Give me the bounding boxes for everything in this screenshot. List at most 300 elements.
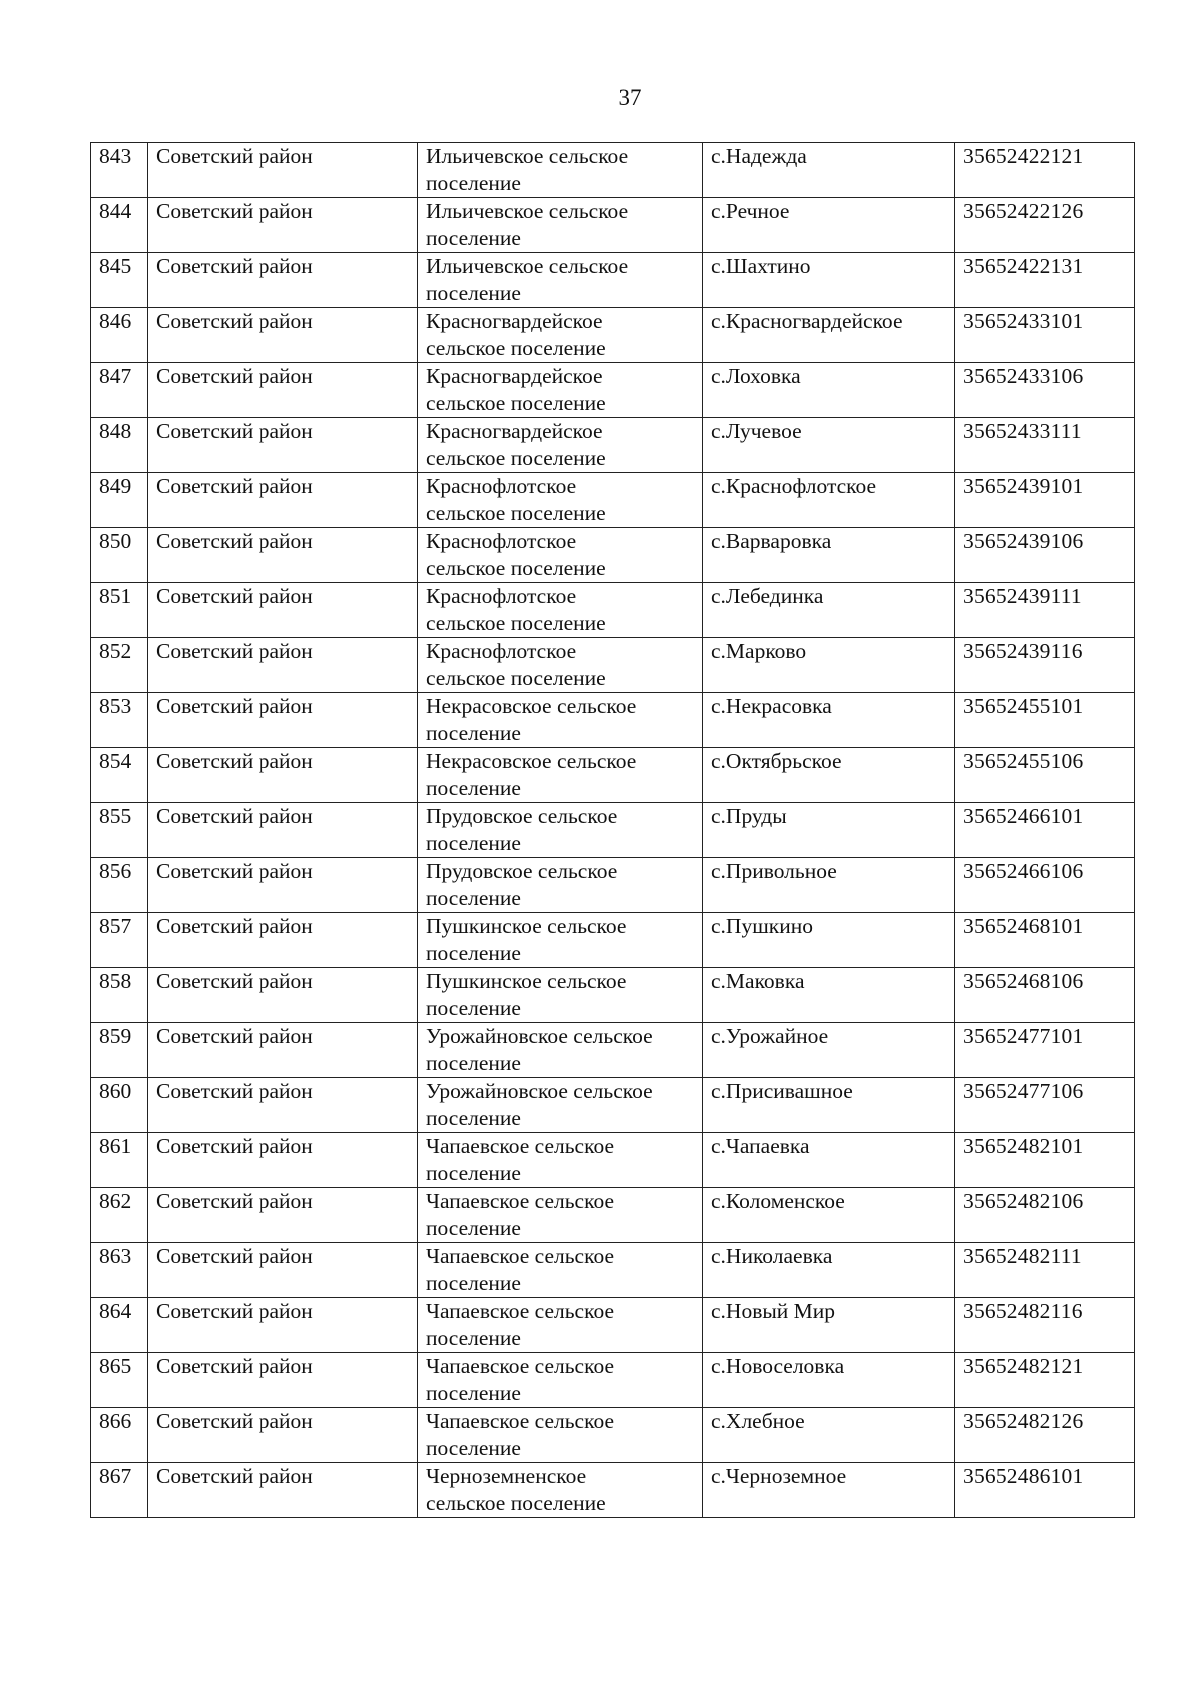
code-cell [955, 198, 1135, 253]
village-name: с.Шахтино [711, 254, 811, 278]
village-name: с.Варваровка [711, 529, 832, 553]
oktmo-code: 35652439101 [963, 474, 1084, 498]
settlement-name-line2: поселение [426, 226, 521, 250]
village-cell [703, 1243, 955, 1298]
village-cell [703, 748, 955, 803]
row-number-cell [91, 748, 148, 803]
village-cell [703, 198, 955, 253]
row-number: 865 [99, 1354, 132, 1378]
settlement-cell [418, 143, 703, 198]
table-row [91, 913, 1135, 968]
oktmo-code: 35652477106 [963, 1079, 1084, 1103]
oktmo-code: 35652482116 [963, 1299, 1083, 1323]
row-number: 867 [99, 1464, 132, 1488]
settlement-name-line2: сельское поселение [426, 336, 606, 360]
row-number: 862 [99, 1189, 132, 1213]
settlement-name-line1: Красногвардейское [426, 364, 603, 388]
settlement-name-line1: Пушкинское сельское [426, 914, 627, 938]
settlement-name-line2: поселение [426, 831, 521, 855]
village-name: с.Пруды [711, 804, 787, 828]
row-number: 857 [99, 914, 132, 938]
district-cell [148, 1133, 418, 1188]
row-number-cell [91, 1078, 148, 1133]
settlement-name-line2: поселение [426, 941, 521, 965]
village-cell [703, 1463, 955, 1518]
table-row [91, 418, 1135, 473]
code-cell [955, 803, 1135, 858]
code-cell [955, 1023, 1135, 1078]
row-number: 847 [99, 364, 132, 388]
district-cell [148, 968, 418, 1023]
row-number: 845 [99, 254, 132, 278]
settlement-cell [418, 803, 703, 858]
settlement-cell [418, 1188, 703, 1243]
village-name: с.Коломенское [711, 1189, 845, 1213]
oktmo-code: 35652482126 [963, 1409, 1084, 1433]
table-row [91, 363, 1135, 418]
village-cell [703, 968, 955, 1023]
settlement-cell [418, 858, 703, 913]
code-cell [955, 583, 1135, 638]
code-cell [955, 253, 1135, 308]
table-row [91, 693, 1135, 748]
settlement-name-line2: поселение [426, 1051, 521, 1075]
row-number-cell [91, 528, 148, 583]
oktmo-code: 35652482111 [963, 1244, 1082, 1268]
village-name: с.Лоховка [711, 364, 801, 388]
district-name: Советский район [156, 419, 313, 443]
village-name: с.Речное [711, 199, 790, 223]
settlement-cell [418, 1243, 703, 1298]
district-cell [148, 143, 418, 198]
oktmo-code: 35652482101 [963, 1134, 1084, 1158]
district-cell [148, 913, 418, 968]
row-number-cell [91, 1298, 148, 1353]
district-cell [148, 583, 418, 638]
village-cell [703, 1023, 955, 1078]
district-cell [148, 1078, 418, 1133]
row-number-cell [91, 253, 148, 308]
row-number: 866 [99, 1409, 132, 1433]
row-number-cell [91, 1463, 148, 1518]
code-cell [955, 1078, 1135, 1133]
district-cell [148, 528, 418, 583]
settlement-name-line1: Черноземненское [426, 1464, 587, 1488]
row-number: 858 [99, 969, 132, 993]
oktmo-code: 35652486101 [963, 1464, 1084, 1488]
village-cell [703, 1353, 955, 1408]
table-row [91, 1353, 1135, 1408]
district-name: Советский район [156, 364, 313, 388]
row-number-cell [91, 583, 148, 638]
oktmo-code: 35652439116 [963, 639, 1083, 663]
settlement-name-line1: Краснофлотское [426, 474, 577, 498]
village-cell [703, 1188, 955, 1243]
settlement-cell [418, 968, 703, 1023]
code-cell [955, 143, 1135, 198]
settlement-name-line1: Ильичевское сельское [426, 254, 629, 278]
settlement-cell [418, 693, 703, 748]
settlement-cell [418, 363, 703, 418]
row-number-cell [91, 638, 148, 693]
village-name: с.Новый Мир [711, 1299, 836, 1323]
oktmo-code: 35652422121 [963, 144, 1084, 168]
settlement-name-line2: сельское поселение [426, 391, 606, 415]
row-number-cell [91, 418, 148, 473]
settlement-cell [418, 748, 703, 803]
table-row [91, 1133, 1135, 1188]
settlement-cell [418, 1078, 703, 1133]
page-number: 37 [618, 85, 642, 110]
code-cell [955, 1188, 1135, 1243]
district-name: Советский район [156, 1244, 313, 1268]
oktmo-code: 35652468106 [963, 969, 1084, 993]
district-cell [148, 858, 418, 913]
settlement-cell [418, 308, 703, 363]
district-name: Советский район [156, 144, 313, 168]
settlement-name-line1: Ильичевское сельское [426, 144, 629, 168]
oktmo-code: 35652468101 [963, 914, 1084, 938]
settlement-name-line2: сельское поселение [426, 666, 606, 690]
district-name: Советский район [156, 914, 313, 938]
table-row [91, 748, 1135, 803]
district-cell [148, 1023, 418, 1078]
code-cell [955, 858, 1135, 913]
settlement-cell [418, 473, 703, 528]
village-name: с.Чапаевка [711, 1134, 810, 1158]
district-name: Советский район [156, 254, 313, 278]
village-name: с.Черноземное [711, 1464, 847, 1488]
settlement-name-line1: Прудовское сельское [426, 804, 618, 828]
table-row [91, 638, 1135, 693]
row-number: 844 [99, 199, 132, 223]
row-number: 846 [99, 309, 132, 333]
village-name: с.Урожайное [711, 1024, 829, 1048]
district-name: Советский район [156, 1079, 313, 1103]
oktmo-code: 35652422131 [963, 254, 1084, 278]
district-cell [148, 1298, 418, 1353]
village-cell [703, 308, 955, 363]
settlement-name-line2: поселение [426, 1381, 521, 1405]
settlement-name-line1: Урожайновское сельское [426, 1079, 653, 1103]
village-name: с.Некрасовка [711, 694, 832, 718]
row-number: 855 [99, 804, 132, 828]
district-name: Советский район [156, 1354, 313, 1378]
row-number-cell [91, 143, 148, 198]
settlement-name-line1: Чапаевское сельское [426, 1409, 615, 1433]
district-name: Советский район [156, 804, 313, 828]
village-name: с.Маковка [711, 969, 805, 993]
row-number: 854 [99, 749, 132, 773]
code-cell [955, 473, 1135, 528]
village-name: с.Новоселовка [711, 1354, 845, 1378]
table-row [91, 968, 1135, 1023]
village-name: с.Марково [711, 639, 807, 663]
district-cell [148, 363, 418, 418]
code-cell [955, 748, 1135, 803]
settlement-cell [418, 913, 703, 968]
district-name: Советский район [156, 584, 313, 608]
settlement-name-line2: сельское поселение [426, 446, 606, 470]
settlement-name-line2: поселение [426, 721, 521, 745]
district-name: Советский район [156, 309, 313, 333]
settlement-name-line2: поселение [426, 776, 521, 800]
row-number-cell [91, 198, 148, 253]
table-row [91, 1298, 1135, 1353]
row-number-cell [91, 1023, 148, 1078]
table-row [91, 803, 1135, 858]
row-number-cell [91, 363, 148, 418]
district-name: Советский район [156, 474, 313, 498]
settlement-name-line2: поселение [426, 171, 521, 195]
district-name: Советский район [156, 1134, 313, 1158]
district-name: Советский район [156, 639, 313, 663]
settlement-name-line1: Чапаевское сельское [426, 1189, 615, 1213]
settlement-name-line2: поселение [426, 1326, 521, 1350]
table-row [91, 1408, 1135, 1463]
settlement-name-line2: сельское поселение [426, 611, 606, 635]
settlement-name-line1: Чапаевское сельское [426, 1244, 615, 1268]
row-number-cell [91, 913, 148, 968]
row-number: 848 [99, 419, 132, 443]
code-cell [955, 1243, 1135, 1298]
table-row [91, 253, 1135, 308]
village-cell [703, 913, 955, 968]
village-name: с.Красногвардейское [711, 309, 903, 333]
code-cell [955, 308, 1135, 363]
village-cell [703, 1408, 955, 1463]
district-cell [148, 1353, 418, 1408]
table-row [91, 1188, 1135, 1243]
village-name: с.Пушкино [711, 914, 813, 938]
row-number-cell [91, 1408, 148, 1463]
oktmo-code: 35652455101 [963, 694, 1084, 718]
oktmo-code: 35652477101 [963, 1024, 1084, 1048]
table-body [91, 143, 1135, 1518]
row-number-cell [91, 968, 148, 1023]
district-name: Советский район [156, 1464, 313, 1488]
village-cell [703, 418, 955, 473]
village-cell [703, 1078, 955, 1133]
settlement-name-line1: Чапаевское сельское [426, 1134, 615, 1158]
village-name: с.Лебединка [711, 584, 824, 608]
district-cell [148, 253, 418, 308]
settlements-table [90, 142, 1135, 1518]
district-cell [148, 803, 418, 858]
row-number: 851 [99, 584, 132, 608]
table-row [91, 528, 1135, 583]
village-cell [703, 1298, 955, 1353]
table-row [91, 858, 1135, 913]
row-number: 859 [99, 1024, 132, 1048]
oktmo-code: 35652482106 [963, 1189, 1084, 1213]
village-cell [703, 1133, 955, 1188]
settlement-name-line1: Ильичевское сельское [426, 199, 629, 223]
row-number: 861 [99, 1134, 132, 1158]
district-cell [148, 693, 418, 748]
settlement-name-line2: сельское поселение [426, 556, 606, 580]
code-cell [955, 363, 1135, 418]
settlement-name-line2: поселение [426, 996, 521, 1020]
row-number-cell [91, 1243, 148, 1298]
settlement-name-line1: Краснофлотское [426, 529, 577, 553]
row-number-cell [91, 858, 148, 913]
district-cell [148, 1243, 418, 1298]
village-name: с.Николаевка [711, 1244, 833, 1268]
table-row [91, 1078, 1135, 1133]
settlement-name-line1: Некрасовское сельское [426, 694, 637, 718]
row-number-cell [91, 1133, 148, 1188]
district-cell [148, 1188, 418, 1243]
village-cell [703, 253, 955, 308]
table-row [91, 198, 1135, 253]
village-cell [703, 528, 955, 583]
district-cell [148, 748, 418, 803]
oktmo-code: 35652433101 [963, 309, 1084, 333]
settlement-name-line2: сельское поселение [426, 1491, 606, 1515]
row-number-cell [91, 803, 148, 858]
oktmo-code: 35652466101 [963, 804, 1084, 828]
table-row [91, 473, 1135, 528]
table-row [91, 1463, 1135, 1518]
settlement-cell [418, 528, 703, 583]
district-name: Советский район [156, 1299, 313, 1323]
row-number: 853 [99, 694, 132, 718]
oktmo-code: 35652433106 [963, 364, 1084, 388]
settlement-name-line2: сельское поселение [426, 501, 606, 525]
village-cell [703, 638, 955, 693]
settlement-cell [418, 1353, 703, 1408]
settlement-cell [418, 198, 703, 253]
village-name: с.Привольное [711, 859, 837, 883]
code-cell [955, 1133, 1135, 1188]
table-row [91, 308, 1135, 363]
settlement-name-line1: Чапаевское сельское [426, 1299, 615, 1323]
code-cell [955, 968, 1135, 1023]
oktmo-code: 35652455106 [963, 749, 1084, 773]
row-number-cell [91, 308, 148, 363]
settlement-name-line2: поселение [426, 1106, 521, 1130]
settlement-name-line1: Урожайновское сельское [426, 1024, 653, 1048]
code-cell [955, 528, 1135, 583]
row-number: 850 [99, 529, 132, 553]
district-name: Советский район [156, 859, 313, 883]
settlement-name-line2: поселение [426, 886, 521, 910]
settlement-cell [418, 1023, 703, 1078]
district-cell [148, 473, 418, 528]
village-cell [703, 693, 955, 748]
district-cell [148, 308, 418, 363]
oktmo-code: 35652439111 [963, 584, 1082, 608]
table-row [91, 1243, 1135, 1298]
district-name: Советский район [156, 1024, 313, 1048]
district-name: Советский район [156, 1189, 313, 1213]
settlement-cell [418, 1408, 703, 1463]
settlement-name-line1: Чапаевское сельское [426, 1354, 615, 1378]
district-cell [148, 1408, 418, 1463]
settlement-name-line1: Красногвардейское [426, 419, 603, 443]
village-cell [703, 473, 955, 528]
row-number: 864 [99, 1299, 132, 1323]
oktmo-code: 35652439106 [963, 529, 1084, 553]
settlement-cell [418, 583, 703, 638]
settlement-name-line1: Прудовское сельское [426, 859, 618, 883]
code-cell [955, 418, 1135, 473]
settlement-name-line2: поселение [426, 1161, 521, 1185]
code-cell [955, 1353, 1135, 1408]
code-cell [955, 693, 1135, 748]
settlement-cell [418, 253, 703, 308]
settlement-name-line2: поселение [426, 281, 521, 305]
row-number: 843 [99, 144, 132, 168]
village-cell [703, 363, 955, 418]
settlement-cell [418, 1463, 703, 1518]
district-cell [148, 1463, 418, 1518]
village-name: с.Присивашное [711, 1079, 853, 1103]
district-name: Советский район [156, 199, 313, 223]
settlement-cell [418, 418, 703, 473]
district-name: Советский район [156, 1409, 313, 1433]
code-cell [955, 913, 1135, 968]
district-cell [148, 418, 418, 473]
village-name: с.Хлебное [711, 1409, 805, 1433]
row-number: 849 [99, 474, 132, 498]
table-row [91, 143, 1135, 198]
village-name: с.Октябрьское [711, 749, 842, 773]
village-name: с.Краснофлотское [711, 474, 877, 498]
village-cell [703, 803, 955, 858]
settlement-name-line1: Краснофлотское [426, 584, 577, 608]
row-number-cell [91, 1188, 148, 1243]
oktmo-code: 35652422126 [963, 199, 1084, 223]
code-cell [955, 1298, 1135, 1353]
table-row [91, 583, 1135, 638]
village-cell [703, 143, 955, 198]
settlement-name-line1: Пушкинское сельское [426, 969, 627, 993]
district-name: Советский район [156, 749, 313, 773]
settlement-cell [418, 1298, 703, 1353]
row-number-cell [91, 473, 148, 528]
village-name: с.Надежда [711, 144, 807, 168]
district-cell [148, 638, 418, 693]
code-cell [955, 1408, 1135, 1463]
settlement-name-line1: Красногвардейское [426, 309, 603, 333]
district-name: Советский район [156, 529, 313, 553]
village-name: с.Лучевое [711, 419, 802, 443]
village-cell [703, 858, 955, 913]
settlement-name-line2: поселение [426, 1271, 521, 1295]
row-number: 856 [99, 859, 132, 883]
row-number: 863 [99, 1244, 132, 1268]
district-name: Советский район [156, 694, 313, 718]
code-cell [955, 1463, 1135, 1518]
settlement-name-line2: поселение [426, 1216, 521, 1240]
settlement-name-line1: Краснофлотское [426, 639, 577, 663]
row-number-cell [91, 693, 148, 748]
row-number: 852 [99, 639, 132, 663]
oktmo-code: 35652433111 [963, 419, 1082, 443]
oktmo-code: 35652482121 [963, 1354, 1084, 1378]
row-number-cell [91, 1353, 148, 1408]
district-cell [148, 198, 418, 253]
district-name: Советский район [156, 969, 313, 993]
settlement-cell [418, 638, 703, 693]
row-number: 860 [99, 1079, 132, 1103]
oktmo-code: 35652466106 [963, 859, 1084, 883]
settlement-name-line2: поселение [426, 1436, 521, 1460]
settlement-cell [418, 1133, 703, 1188]
settlement-name-line1: Некрасовское сельское [426, 749, 637, 773]
